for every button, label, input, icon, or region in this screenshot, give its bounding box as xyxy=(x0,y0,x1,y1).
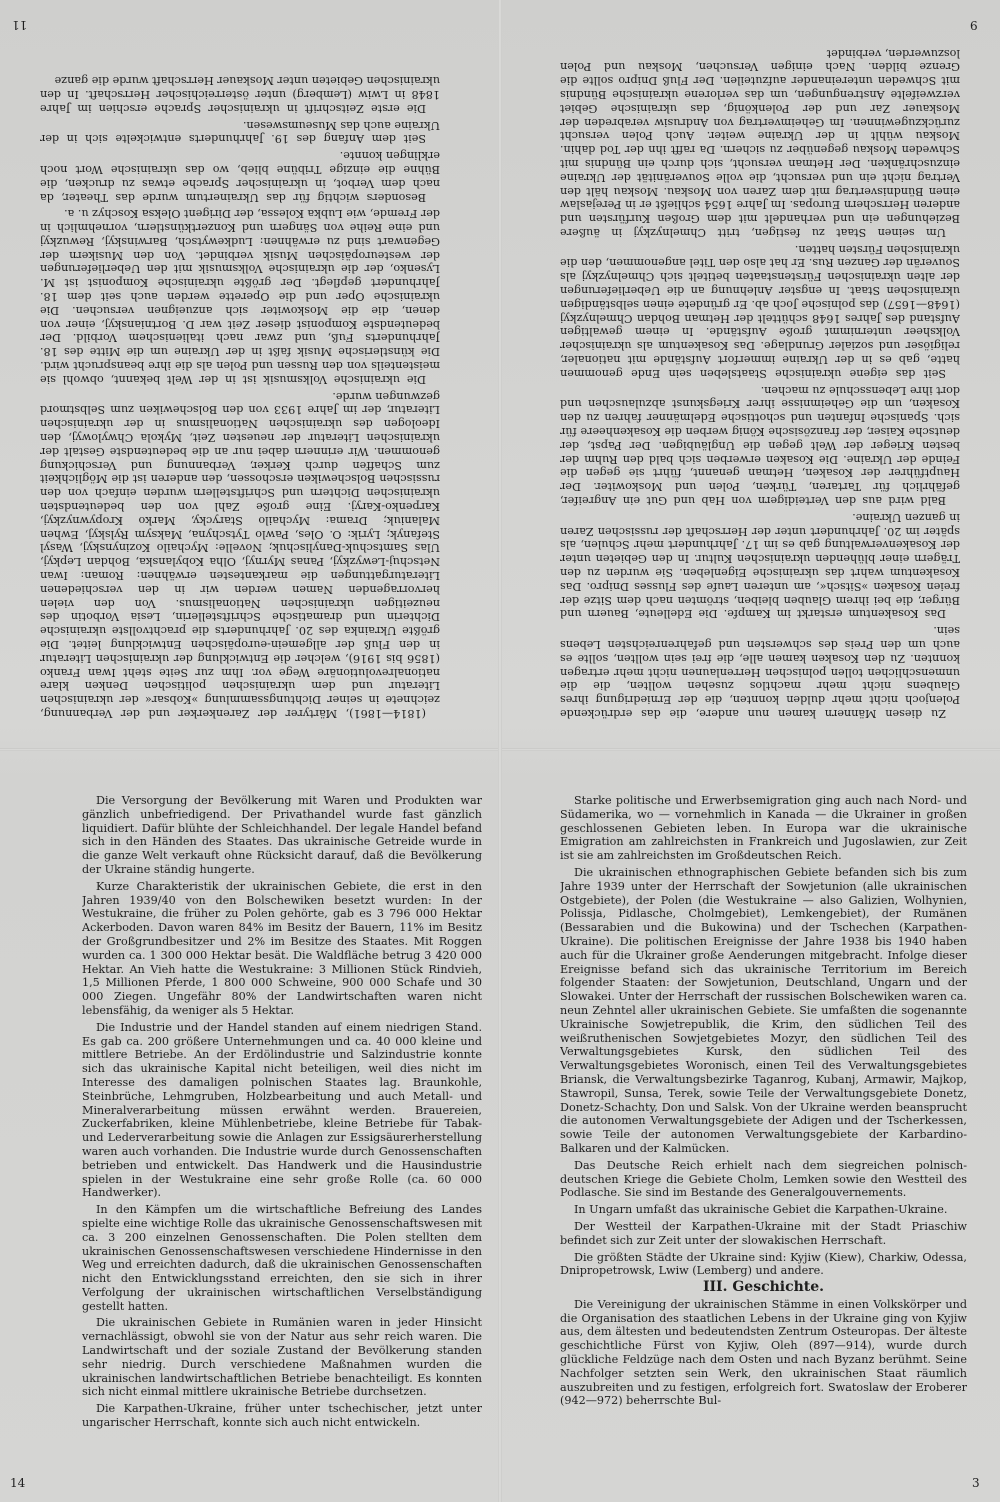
paragraph: Kurze Charakteristik der ukrainischen Gebiete, die erst in den Jahren 1939/40 von den Bolschewiken besetzt wurden: In der Westukraine, die früher zu Polen gehörte, gab es 3 796 000 Hektar Ackerboden. Davon waren 84% im Besitz der Bauern, 11% im Besitz der Großgrundbesitzer und 2% im Besitze des Staates. Mit Roggen wurden ca. 1 300 000 Hektar besät. Die Waldfläche betrug 3 420 000 Hektar. An Vieh hatte die Westukraine: 3 Millionen Stück Rindvieh, 1,5 Millionen Pferde, 1 800 000 Schweine, 900 000 Schafe und 30 000 Ziegen. Ungefähr 80% der Landwirtschaften waren nicht lebensfähig, da weniger als 5 Hektar. xyxy=(82,879,482,1017)
page-11-text-upside-down xyxy=(40,20,440,720)
page-3-text xyxy=(560,794,967,1494)
paragraph: Bald wird aus den Verteidigern von Hab und Gut ein Angreifer, gefährlich für Tartaren, Türken, Polen und Moskowiter. Der Hauptführer der Kosaken, Hetman genannt, führt sie gegen die Feinde der Ukraine. Die Kosaken erwerben sich bald den Ruhm der besten Krieger der Welt gegen die Ungläubigen. Der Papst, der deutsche Kaiser, der französische König werben die Kosakenheere für sich. Spanische Infanten und schottische Edelmänner fahren zu den Kosaken, um die Geheimnisse ihrer Kriegskunst abzulauschen und dort ihre Lebensschule zu machen. xyxy=(560,383,960,508)
paragraph: Die Versorgung der Bevölkerung mit Waren und Produkten war gänzlich unbefriedigend. Der Privathandel wurde fast gänzlich liquidiert. Dafür blühte der Schleichhandel. Der legale Handel befand sich in den Händen des Staates. Das ukrainische Getreide wurde in die ganze Welt verkauft ohne Rücksicht darauf, daß die Bevölkerung der Ukraine ständig hungerte. xyxy=(82,794,482,876)
paragraph: Besonders wichtig für das Ukrainertum wurde das Theater, da nach dem Verbot, in ukrainischer Sprache etwas zu drucken, die Bühne die einzige Tribüne blieb, wo das ukrainische Wort noch erklingen konnte. xyxy=(40,149,440,204)
paragraph: Die erste Zeitschrift in ukrainischer Sprache erschien im Jahre 1848 in Lwiw (Lemberg) unter österreichischer Herrschaft. In den ukrainischen Gebieten unter Moskauer Herrschaft wurde die ganze xyxy=(40,74,440,115)
paragraph: (1814—1861), Märtyrer der Zarenkerker und der Verbannung, zeichnete in seiner Dichtungssammlung »Kobsar« der ukrainischen Literatur und dem ukrainischen politischen Denken klare nationalrevolutionäre Wege vor. Ihm zur Seite steht Iwan Franko (1856 bis 1916), welcher die Entwicklung der ukrainischen Literatur in den Fluß der allgemein-europäischen Entwicklung leitet. Die größte Ukrainka des 20. Jahrhunderts die prachtvollste ukrainische Dichterin und dramatische Schriftstellerin, Lesia Vorbotin des neuzeitigen ukrainischen Nationalismus. Von den vielen hervorragenden Namen werden wir in den verschiedenen Literaturgattungen die markantesten erwähnen: Roman: Iwan Netschuj-Lewyzkyj, Panas Myrnyj, Olha Kobylanska, Bohdan Lepkyj, Ulas Samtschuk-Danylischuk; Novelle: Mychailo Kozinynskyj, Wasyl Stefanyk; Lyrik: O. Oles, Pawlo Tytschyna, Maksym Rylskyj, Ewhen Malaniuk; Drama: Mychailo Starycky, Marko Kropywnyzkyj, Karpenko-Karyj. Eine große Zahl von den bedeutendsten ukrainischen Dichtern und Schriftstellern wurden einfach von den russischen Bolschewiken erschossen, den anderen ist die Möglichkeit zum Schaffen durch Kerker, Verbannung und Verschickung genommen. Wir erinnern dabei nur an die bedeutendste Gestalt der ukrainischen Literatur der neuesten Zeit, Mykola Chwylowyj, den Ideologen des ukrainischen Nationalismus in der ukrainischen Literatur, der im Jahre 1933 von den Bolschewiken zum Selbstmord gezwungen wurde. xyxy=(40,389,440,720)
paragraph: Die größten Städte der Ukraine sind: Kyjiw (Kiew), Charkiw, Odessa, Dnipropetrowsk, Lwiw (Lemberg) und andere. xyxy=(560,1250,967,1278)
paragraph: In Ungarn umfaßt das ukrainische Gebiet die Karpathen-Ukraine. xyxy=(574,1203,948,1217)
paragraph: Das Kosakentum erstarkt im Kampfe. Die Edelleute, Bauern und Bürger, die bei ihrem Glauben bleiben, strömten nach dem Sitze der freien Kosaken »Sitsch«, am unteren Laufe des Flusses Dnipro. Das Kosakentum wahrt das ukrainische Eigenleben. Sie wurden zu den Trägern einer blühenden ukrainischen Kultur. In den Gebieten unter der Kosakenverwaltung gab es im 17. Jahrhundert mehr Schulen, als später im 20. Jahrhundert unter der Herrschaft der russischen Zaren in ganzen Ukraine. xyxy=(560,510,960,621)
section-heading: III. Geschichte. xyxy=(702,1279,825,1296)
vertical-fold-line xyxy=(498,0,502,1502)
paragraph: Die ukrainische Volksmusik ist in der Welt bekannt, obwohl sie meistenteils von den Russen und Polen als die ihre beansprucht wird. Die künstlerische Musik faßt in der Ukraine um die Mitte des 18. Jahrhunderts Fuß, und zwar nach italienischem Vorbild. Der bedeutendste Komponist dieser Zeit war D. Bortnianskyj, einer von denen, die die Moskowiter sich anzueignen versuchen. Die ukrainische Oper und die Operette werden auch seit dem 18. Jahrhundert gepflegt. Der größte ukrainische Komponist ist M. Lysenko, der die ukrainische Volksmusik mit den Ueberlieferungen der westeuropäischen Musik verbindet. Von den Musikern der Gegenwart sind zu erwähnen: Ludkewytsch, Barwinskyj, Rewuzkyj und eine Reihe von Sängern und Konzertkünstlern, vornehmlich in der Fremde, wie Lubka Kolessa, der Dirigent Oleksa Koschyz u. a. xyxy=(40,207,440,386)
paragraph: Der Westteil der Karpathen-Ukraine mit der Stadt Priaschiw befindet sich zur Zeit unter der slowakischen Herrschaft. xyxy=(560,1219,967,1247)
paragraph: Seit dem Anfang des 19. Jahrhunderts entwickelte sich in der Ukraine auch das Museumswesen. xyxy=(40,118,440,146)
paragraph: Das Deutsche Reich erhielt nach dem siegreichen polnisch-deutschen Kriege die Gebiete Cholm, Lemken sowie den Westteil des Podlasche. Sie sind im Bestande des Generalgouvernements. xyxy=(560,1158,967,1200)
paragraph: Die Industrie und der Handel standen auf einem niedrigen Stand. Es gab ca. 200 größere Unternehmungen und ca. 40 000 kleine und mittlere Betriebe. An der Erdölindustrie und Salzindustrie konnte sich das ukrainische Kapital nicht beteiligen, weil dies nicht im Interesse des damaligen polnischen Staates lag. Braunkohle, Steinbrüche, Lehmgruben, Holzbearbeitung und auch Metall- und Mineralverarbeitung müssen erwähnt werden. Brauereien, Zuckerfabriken, kleine Mühlenbetriebe, kleine Betriebe für Tabak- und Lederverarbeitung sowie die Anlagen zur Essigsäurerherstellung waren auch vorhanden. Die Industrie wurde durch Genossenschaften betrieben und entwickelt. Das Handwerk und die Hausindustrie spielen in der Westukraine eine sehr große Rolle (ca. 60 000 Handwerker). xyxy=(82,1020,482,1200)
page-number-top-left: 11 xyxy=(12,18,28,32)
paragraph: Um seinen Staat zu festigen, tritt Chmelnyzkyj in äußere Beziehungen ein und verhandelt mit dem Großen Kurfürsten und anderen Herrschern Europas. Im Jahre 1654 schließt er in Perejaslaw einen Bündnisvertrag mit dem Zaren von Moskau. Moskau hält den Vertrag nicht ein und versucht, die volle Souveränität der Ukraine einzuschränken. Der Hetman versucht, sich durch ein Bündnis mit Schweden Moskau gegenüber zu sichern. Da rafft ihn der Tod dahin. Moskau wühlt in der Ukraine weiter. Auch Polen versucht zurückzugewinnen. Im Geheimvertrag von Andrusiw verabreden der Moskauer Zar und der Polenkönig, das ukrainische Gebiet verzweifelte Anstrengungen, um das verlorene ukrainische Bündnis mit Schweden untereinander aufzuteilen. Der Fluß Dnipro sollte die Grenze bilden. Nach einigen Versuchen, Moskau und Polen loszuwerden, verbindet xyxy=(560,46,960,239)
page-number-top-right: 9 xyxy=(970,18,978,32)
paragraph: In den Kämpfen um die wirtschaftliche Befreiung des Landes spielte eine wichtige Rolle das ukrainische Genossenschaftswesen mit ca. 3 200 einzelnen Genossenschaften. Die Polen stellten dem ukrainischen Genossenschaftswesen verschiedene Hindernisse in den Weg und erreichten dadurch, daß die ukrainischen Genossenschaften nicht den Entwicklungsstand erreichten, den sie sich in ihrer Verfolgung der ukrainischen wirtschaftlichen Verselbständigung gestellt hatten. xyxy=(82,1203,482,1313)
paragraph: Die ukrainischen ethnographischen Gebiete befanden sich bis zum Jahre 1939 unter der Herrschaft der Sowjetunion (alle ukrainischen Ostgebiete), der Polen (die Westukraine — also Galizien, Wolhynien, Polissja, Pidlasche, Cholmgebiet), Lemkengebiet), der Rumänen (Bessarabien und die Bukowina) und der Tschechen (Karpathen-Ukraine). Die politischen Ereignisse der Jahre 1938 bis 1940 haben auch für die Ukrainer große Aenderungen mitgebracht. Infolge dieser Ereignisse befand sich das ukrainische Territorium im Bereich folgender Staaten: der Sowjetunion, Deutschland, Ungarn und der Slowakei. Unter der Herrschaft der russischen Bolschewiken waren ca. neun Zehntel aller ukrainischen Gebiete. Sie umfaßten die sogenannte Ukrainische Sowjetrepublik, die Krim, den südlichen Teil des weißruthenischen Sowjetgebietes Mozyr, den südlichen Teil des Verwaltungsgebietes Kursk, den südlichen Teil des Verwaltungsgebietes Woronisch, einen Teil des Verwaltungsgebietes Briansk, die Verwaltungsbezirke Taganrog, Kubanj, Armawir, Majkop, Stawropil, Sunsa, Terek, sowie Teile der Verwaltungsgebiete Donetz, Donetz-Schachty, Don und Salsk. Von der Ukraine werden beansprucht die autonomen Verwaltungsgebiete der Adigen und der Tscherkessen, sowie Teile der autonomen Verwaltungsgebiete der Karbardino-Balkaren und der Kalmücken. xyxy=(560,865,967,1155)
paragraph: Seit das eigene ukrainische Staatsleben sein Ende genommen hatte, gab es in der Ukraine immerfort Aufstände mit nationaler, religiöser und sozialer Grundlage. Das Kosakentum als ukrainischer Volksheer unternimmt große Aufstände. In einem gewaltigen Aufstand des Jahres 1648 schüttelt der Hetman Bohdan Chmelnyzkyj (1648—1657) das polnische Joch ab. Er gründete einen selbständigen ukrainischen Staat. In engster Anlehnung an die Ueberlieferungen der alten ukrainischen Fürstenstaaten betitelt sich Chmelnyzkyj als Souverän der Ganzen Rus. Er hat also den Titel angenommen, den die ukrainischen Fürsten hatten. xyxy=(560,242,960,380)
paragraph: Die Karpathen-Ukraine, früher unter tschechischer, jetzt unter ungarischer Herrschaft, konnte sich auch nicht entwickeln. xyxy=(82,1402,482,1430)
paragraph: Starke politische und Erwerbsemigration ging auch nach Nord- und Südamerika, wo — vornehmlich in Kanada — die Ukrainer in großen geschlossenen Gebieten leben. In Europa war die ukrainische Emigration am zahlreichsten in Frankreich und Jugoslawien, zur Zeit ist sie am zahlreichsten im Großdeutschen Reich. xyxy=(560,794,967,863)
page-9-text-upside-down xyxy=(560,20,960,720)
paragraph: Zu diesen Männern kamen nun andere, die das erdrückende Polenjoch nicht mehr dulden konnten, die der Erniedrigung ihres Glaubens nicht mehr machtlos zusehen wollten, die die unmenschlichen tollen polnischen Herrenlaunen nicht mehr ertragen konnten. Zu den Kosaken kamen alle, die frei sein wollten, sollte es auch um den Preis des schwersten und gefahrenreichsten Lebens sein. xyxy=(560,624,960,720)
page-number-bottom-left: 14 xyxy=(10,1476,26,1490)
paragraph: Die Vereinigung der ukrainischen Stämme in einen Volkskörper und die Organisation des staatlichen Lebens in der Ukraine ging von Kyjiw aus, dem ältesten und bedeutendsten Zentrum Osteuropas. Der älteste geschichtliche Fürst von Kyjiw, Oleh (897—914), wurde durch glückliche Feldzüge nach dem Osten und nach Byzanz berühmt. Seine Nachfolger setzten sein Werk, den ukrainischen Staat räumlich auszubreiten und zu festigen, erfolgreich fort. Swatoslaw der Eroberer (942—972) beherrschte Bul- xyxy=(560,1297,967,1408)
page-14-text xyxy=(82,794,482,1494)
page-number-bottom-right: 3 xyxy=(972,1476,980,1490)
paragraph: Die ukrainischen Gebiete in Rumänien waren in jeder Hinsicht vernachlässigt, obwohl sie von der Natur aus sehr reich waren. Die Landwirtschaft und der soziale Zustand der Bevölkerung standen sehr niedrig. Durch verschiedene Maßnahmen wurden die ukrainischen landwirtschaftlichen Betriebe benachteiligt. Es konnten sich nicht einmal mittlere ukrainische Betriebe durchsetzen. xyxy=(82,1316,482,1399)
